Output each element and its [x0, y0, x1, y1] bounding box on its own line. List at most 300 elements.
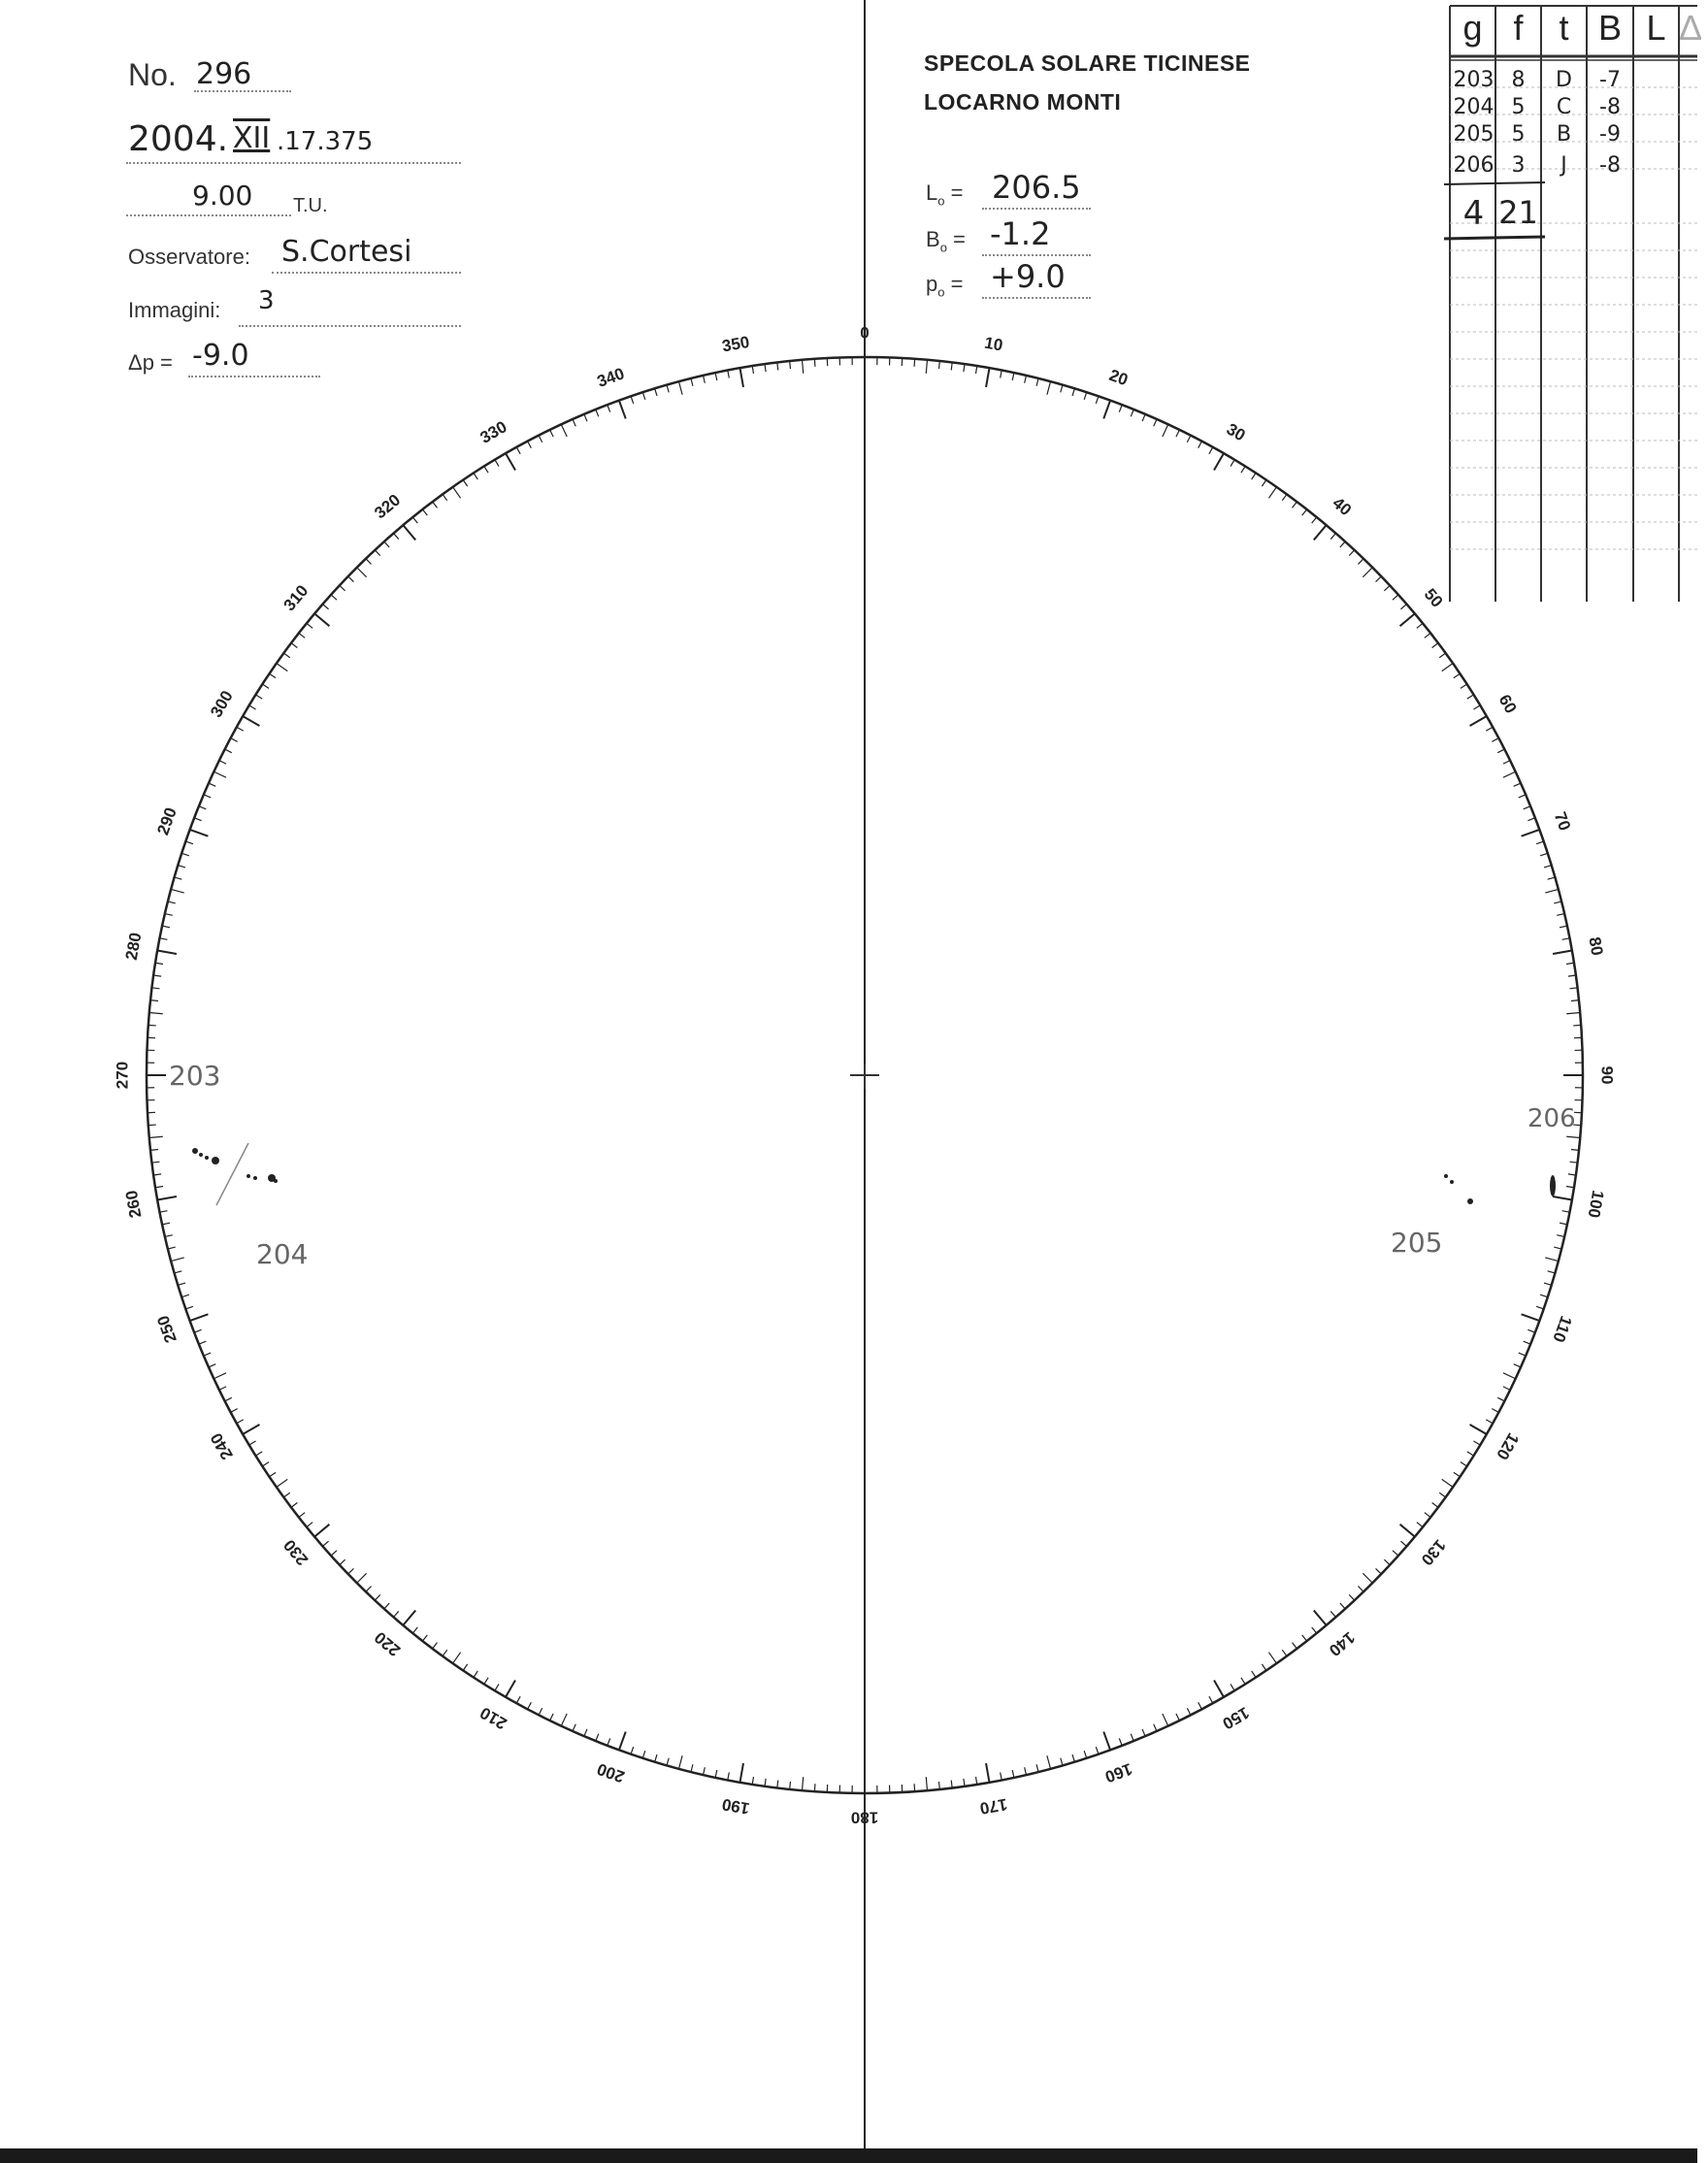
- degree-tick: [150, 1150, 158, 1151]
- degree-tick: [283, 653, 289, 658]
- table-total-groups: 4: [1462, 194, 1485, 233]
- degree-tick: [403, 525, 415, 540]
- degree-tick: [152, 988, 160, 989]
- degree-tick: [1036, 1764, 1038, 1772]
- degree-tick: [596, 410, 599, 416]
- degree-tick: [777, 363, 778, 371]
- degree-tick: [185, 841, 193, 844]
- degree-tick: [1557, 1235, 1564, 1237]
- degree-tick: [181, 1295, 189, 1296]
- degree-tick: [1012, 1770, 1014, 1778]
- degree-tick: [1545, 1258, 1559, 1262]
- degree-tick: [1554, 901, 1561, 903]
- degree-label-260: 260: [121, 1189, 146, 1220]
- degree-tick: [1492, 738, 1498, 742]
- degree-label-290: 290: [153, 804, 181, 837]
- degree-tick: [539, 436, 542, 442]
- table-row-4-g: 206: [1453, 153, 1494, 178]
- degree-tick: [608, 1738, 610, 1745]
- degree-tick: [1400, 613, 1415, 626]
- degree-tick: [516, 1696, 520, 1703]
- degree-tick: [728, 1773, 730, 1781]
- degree-label-120: 120: [1493, 1429, 1523, 1463]
- degree-tick: [214, 1373, 226, 1379]
- degree-tick: [1519, 795, 1526, 798]
- degree-tick: [715, 373, 717, 380]
- degree-tick: [225, 1397, 232, 1401]
- degree-tick: [357, 1573, 367, 1583]
- degree-label-330: 330: [476, 417, 510, 447]
- degree-tick: [1553, 1196, 1572, 1199]
- degree-tick: [495, 460, 499, 467]
- group-label-205: 205: [1391, 1227, 1443, 1259]
- degree-tick: [1400, 1524, 1415, 1537]
- degree-tick: [1497, 749, 1504, 753]
- degree-tick: [704, 376, 706, 383]
- degree-tick: [1119, 405, 1122, 411]
- degree-tick: [765, 364, 766, 372]
- date-day-fraction: .17.375: [277, 127, 374, 156]
- degree-tick: [1519, 1353, 1526, 1356]
- degree-tick: [573, 419, 575, 426]
- degree-label-310: 310: [279, 581, 312, 615]
- degree-tick: [1536, 1306, 1544, 1309]
- degree-tick: [1442, 664, 1453, 672]
- degree-tick: [655, 388, 657, 396]
- table-header-L: L: [1646, 8, 1666, 48]
- table-header-B: B: [1597, 8, 1622, 48]
- degree-tick: [262, 684, 269, 688]
- degree-tick: [1425, 633, 1430, 638]
- degree-tick: [1096, 1747, 1099, 1754]
- degree-tick: [162, 926, 170, 928]
- degree-tick: [1560, 926, 1567, 928]
- degree-label-130: 130: [1417, 1535, 1450, 1569]
- degree-tick: [1439, 1492, 1445, 1497]
- degree-label-140: 140: [1325, 1627, 1359, 1660]
- degree-tick: [752, 366, 753, 374]
- degree-tick: [1384, 585, 1390, 590]
- degree-tick: [528, 442, 532, 448]
- degree-tick: [1527, 818, 1534, 821]
- degree-label-300: 300: [207, 687, 237, 721]
- table-row-1-t: D: [1556, 68, 1572, 92]
- degree-label-280: 280: [121, 931, 146, 962]
- degree-tick: [1131, 1734, 1133, 1741]
- degree-tick: [153, 1174, 161, 1175]
- table-row-3-f: 5: [1511, 122, 1526, 147]
- degree-tick: [740, 1763, 743, 1783]
- degree-tick: [375, 1594, 379, 1600]
- degree-tick: [1384, 1559, 1390, 1564]
- degree-tick: [608, 405, 610, 411]
- degree-tick: [219, 761, 226, 765]
- table-row-2-g: 204: [1453, 95, 1494, 119]
- degree-tick: [506, 1681, 515, 1697]
- table-header-delta: Δ: [1679, 8, 1703, 48]
- degree-tick: [375, 550, 379, 556]
- degree-tick: [1467, 1452, 1474, 1456]
- degree-label-220: 220: [371, 1627, 405, 1660]
- degree-tick: [157, 951, 177, 954]
- degree-tick: [667, 1758, 669, 1766]
- degree-tick: [678, 1755, 682, 1769]
- degree-tick: [277, 664, 287, 672]
- degree-label-20: 20: [1106, 365, 1131, 390]
- degree-tick: [463, 480, 467, 487]
- degree-tick: [1524, 806, 1530, 809]
- degree-tick: [168, 1247, 176, 1249]
- degree-label-0: 0: [860, 323, 870, 343]
- degree-label-210: 210: [476, 1703, 510, 1733]
- images-row: [126, 286, 461, 325]
- degree-tick: [1566, 1013, 1580, 1014]
- degree-tick: [209, 1364, 215, 1367]
- degree-tick: [740, 368, 743, 387]
- degree-tick: [1514, 783, 1521, 786]
- degree-tick: [394, 534, 399, 540]
- group-label-206: 206: [1527, 1104, 1576, 1133]
- degree-tick: [1262, 1664, 1265, 1671]
- degree-tick: [1568, 975, 1576, 976]
- degree-label-320: 320: [371, 490, 405, 523]
- degree-tick: [357, 568, 367, 577]
- table-row-3-B: -9: [1599, 122, 1621, 147]
- degree-tick: [964, 1779, 965, 1786]
- degree-tick: [1571, 1000, 1579, 1001]
- degree-tick: [1268, 1653, 1276, 1663]
- degree-tick: [255, 1452, 262, 1456]
- degree-tick: [1163, 424, 1168, 437]
- degree-tick: [160, 1211, 168, 1213]
- degree-tick: [1061, 385, 1063, 393]
- table-row-3-t: B: [1556, 122, 1572, 147]
- degree-label-250: 250: [153, 1313, 181, 1346]
- degree-tick: [1562, 938, 1570, 940]
- degree-tick: [153, 975, 161, 976]
- degree-tick: [204, 1353, 211, 1356]
- degree-tick: [728, 371, 730, 378]
- degree-tick: [573, 1724, 575, 1731]
- degree-tick: [1302, 509, 1307, 515]
- table-row-1-g: 203: [1453, 68, 1494, 92]
- degree-tick: [1425, 1513, 1430, 1518]
- degree-tick: [1025, 376, 1027, 383]
- degree-tick: [803, 1777, 804, 1790]
- delta-p-row: [126, 337, 320, 376]
- degree-tick: [307, 623, 312, 628]
- degree-tick: [1012, 373, 1014, 380]
- degree-tick: [1084, 392, 1086, 400]
- degree-tick: [1545, 889, 1559, 893]
- degree-tick: [939, 361, 940, 369]
- degree-tick: [1001, 1773, 1002, 1781]
- degree-tick: [1454, 1472, 1461, 1476]
- degree-tick: [1503, 771, 1516, 777]
- degree-tick: [1503, 761, 1510, 765]
- degree-label-190: 190: [720, 1794, 751, 1819]
- L0-subscript: o: [937, 193, 945, 209]
- degree-tick: [412, 1627, 417, 1633]
- degree-tick: [1209, 447, 1213, 454]
- degree-tick: [1393, 1551, 1398, 1556]
- number-row: [126, 53, 291, 92]
- degree-tick: [1252, 1671, 1256, 1678]
- degree-tick: [561, 1714, 567, 1726]
- degree-tick: [1544, 866, 1552, 868]
- degree-tick: [516, 447, 520, 454]
- observer-value: S.Cortesi: [281, 235, 412, 269]
- degree-tick: [1486, 727, 1493, 731]
- degree-tick: [384, 1603, 389, 1609]
- number-value: 296: [196, 57, 252, 91]
- degree-tick: [160, 938, 168, 940]
- images-value: 3: [258, 286, 275, 315]
- degree-tick: [348, 576, 354, 582]
- degree-tick: [926, 1777, 927, 1790]
- degree-tick: [1557, 914, 1564, 916]
- degree-tick: [1571, 1150, 1579, 1151]
- center-crosshair: [850, 1064, 879, 1089]
- degree-tick: [148, 1025, 156, 1026]
- degree-tick: [790, 1782, 791, 1789]
- degree-tick: [412, 517, 417, 523]
- degree-tick: [168, 901, 176, 903]
- degree-tick: [1231, 1684, 1234, 1690]
- time-row: [126, 180, 349, 218]
- degree-tick: [433, 1643, 438, 1649]
- degree-tick: [667, 385, 669, 393]
- degree-tick: [964, 364, 965, 372]
- degree-tick: [1142, 1729, 1145, 1736]
- degree-tick: [1442, 1479, 1453, 1487]
- degree-tick: [1524, 1341, 1530, 1344]
- degree-tick: [939, 1782, 940, 1789]
- degree-tick: [803, 360, 804, 374]
- table-row-1-B: -7: [1599, 68, 1621, 92]
- degree-tick: [1209, 1696, 1213, 1703]
- p0-subscript: o: [937, 284, 945, 300]
- degree-tick: [291, 1503, 297, 1508]
- table-header-t: t: [1559, 8, 1569, 48]
- degree-tick: [433, 502, 438, 508]
- degree-tick: [1036, 378, 1038, 386]
- degree-tick: [171, 1258, 184, 1262]
- degree-tick: [1492, 1409, 1498, 1413]
- degree-tick: [550, 430, 554, 437]
- degree-tick: [926, 360, 927, 374]
- table-row-4-t: J: [1560, 153, 1567, 178]
- degree-tick: [348, 1568, 354, 1574]
- degree-tick: [1470, 1425, 1487, 1434]
- degree-tick: [765, 1779, 766, 1786]
- table-header-f: f: [1513, 8, 1524, 48]
- degree-tick: [619, 401, 626, 419]
- degree-tick: [495, 1684, 499, 1690]
- degree-tick: [1241, 1678, 1245, 1685]
- degree-tick: [331, 595, 337, 600]
- degree-label-340: 340: [594, 364, 627, 391]
- degree-tick: [1417, 623, 1423, 628]
- degree-tick: [1293, 502, 1297, 508]
- degree-tick: [1461, 684, 1467, 688]
- degree-tick: [1314, 525, 1327, 540]
- degree-tick: [178, 866, 185, 868]
- degree-tick: [1176, 1714, 1180, 1721]
- degree-tick: [704, 1767, 706, 1775]
- degree-tick: [1566, 963, 1574, 964]
- degree-tick: [790, 361, 791, 369]
- degree-tick: [231, 738, 238, 742]
- degree-tick: [1214, 453, 1224, 470]
- degree-tick: [314, 613, 329, 626]
- degree-tick: [528, 1702, 532, 1709]
- degree-tick: [1312, 1627, 1317, 1633]
- degree-tick: [1340, 1603, 1345, 1609]
- degree-tick: [204, 795, 211, 798]
- degree-tick: [814, 359, 815, 367]
- degree-tick: [323, 605, 329, 609]
- degree-label-80: 80: [1585, 935, 1607, 958]
- degree-tick: [1001, 371, 1002, 378]
- table-row-2-f: 5: [1511, 95, 1526, 119]
- degree-tick: [1241, 466, 1245, 473]
- degree-tick: [277, 1479, 287, 1487]
- degree-tick: [283, 1492, 289, 1497]
- degree-tick: [1570, 1162, 1578, 1163]
- degree-label-170: 170: [978, 1794, 1009, 1819]
- degree-tick: [914, 1784, 915, 1791]
- degree-tick: [1312, 517, 1317, 523]
- degree-tick: [155, 1187, 163, 1188]
- degree-tick: [484, 1678, 488, 1685]
- degree-tick: [299, 1513, 305, 1518]
- degree-tick: [1214, 1681, 1224, 1697]
- degree-tick: [149, 1136, 163, 1137]
- degree-tick: [506, 453, 515, 470]
- degree-tick: [631, 396, 634, 404]
- degree-tick: [243, 1425, 259, 1434]
- degree-tick: [1096, 396, 1099, 404]
- degree-tick: [1454, 673, 1461, 677]
- degree-tick: [314, 1524, 329, 1537]
- degree-tick: [149, 1013, 163, 1014]
- institution-name: SPECOLA SOLARE TICINESE: [924, 50, 1251, 76]
- table-row-3-g: 205: [1453, 122, 1494, 147]
- degree-tick: [270, 1472, 277, 1476]
- degree-tick: [165, 914, 173, 916]
- degree-tick: [691, 378, 693, 386]
- p0-value: +9.0: [990, 258, 1066, 295]
- degree-tick: [148, 1125, 156, 1126]
- degree-tick: [1522, 1314, 1540, 1321]
- table-row-2-t: C: [1556, 95, 1572, 119]
- degree-tick: [642, 1751, 644, 1758]
- institution-location: LOCARNO MONTI: [924, 89, 1122, 115]
- degree-tick: [1282, 494, 1287, 500]
- degree-tick: [1400, 1541, 1406, 1546]
- degree-tick: [691, 1764, 693, 1772]
- time-value: 9.00: [192, 180, 253, 212]
- sunspot-group-205-206: [1444, 1174, 1556, 1204]
- table-header-g: g: [1462, 8, 1483, 48]
- degree-tick: [484, 466, 488, 473]
- degree-label-40: 40: [1329, 493, 1356, 520]
- degree-tick: [1473, 1441, 1480, 1445]
- degree-tick: [1252, 473, 1256, 479]
- group-label-204: 204: [256, 1238, 309, 1270]
- degree-tick: [181, 853, 189, 855]
- degree-tick: [1376, 576, 1382, 582]
- degree-tick: [1293, 1643, 1297, 1649]
- degree-label-270: 270: [113, 1061, 132, 1090]
- L0-value: 206.5: [992, 169, 1081, 206]
- degree-tick: [453, 487, 461, 498]
- table-total-spots: 21: [1498, 194, 1538, 231]
- degree-tick: [291, 643, 297, 648]
- degree-tick: [1503, 1373, 1516, 1379]
- degree-tick: [1573, 1025, 1581, 1026]
- degree-tick: [986, 1763, 989, 1783]
- degree-tick: [340, 1559, 345, 1564]
- degree-label-30: 30: [1223, 419, 1249, 445]
- table-row-1-f: 8: [1511, 68, 1526, 92]
- degree-tick: [237, 727, 244, 731]
- degree-tick: [1268, 487, 1276, 498]
- group-label-203: 203: [169, 1060, 221, 1092]
- degree-tick: [155, 963, 163, 964]
- degree-tick: [453, 1653, 461, 1663]
- degree-tick: [1562, 1211, 1570, 1213]
- degree-tick: [1467, 695, 1474, 699]
- degree-tick: [1262, 480, 1265, 487]
- degree-tick: [194, 818, 201, 821]
- degree-tick: [331, 1551, 337, 1556]
- degree-tick: [403, 1611, 415, 1625]
- degree-tick: [1358, 559, 1363, 565]
- degree-tick: [1540, 853, 1548, 855]
- degree-tick: [1417, 1523, 1423, 1527]
- degree-tick: [171, 889, 184, 893]
- degree-tick: [951, 363, 952, 371]
- degree-tick: [270, 673, 277, 677]
- degree-tick: [1302, 1635, 1307, 1641]
- degree-tick: [299, 633, 305, 638]
- degree-tick: [1163, 1714, 1168, 1726]
- degree-tick: [474, 1671, 477, 1678]
- degree-tick: [1330, 1611, 1335, 1617]
- degree-tick: [1072, 1754, 1074, 1762]
- degree-tick: [443, 1650, 447, 1655]
- degree-tick: [1522, 830, 1540, 836]
- degree-tick: [1231, 460, 1234, 467]
- degree-tick: [249, 705, 256, 709]
- degree-tick: [199, 806, 206, 809]
- degree-tick: [255, 695, 262, 699]
- degree-label-200: 200: [594, 1759, 627, 1786]
- degree-tick: [162, 1223, 170, 1225]
- degree-tick: [249, 1441, 256, 1445]
- degree-label-110: 110: [1549, 1313, 1576, 1345]
- degree-tick: [1548, 877, 1556, 879]
- L0-label: L: [926, 180, 938, 205]
- degree-tick: [384, 541, 389, 547]
- degree-tick: [209, 783, 215, 786]
- degree-tick: [976, 366, 977, 374]
- degree-tick: [175, 1271, 182, 1273]
- L0-row: $L_o$ = 206.5: [924, 169, 1091, 208]
- degree-tick: [1349, 550, 1354, 556]
